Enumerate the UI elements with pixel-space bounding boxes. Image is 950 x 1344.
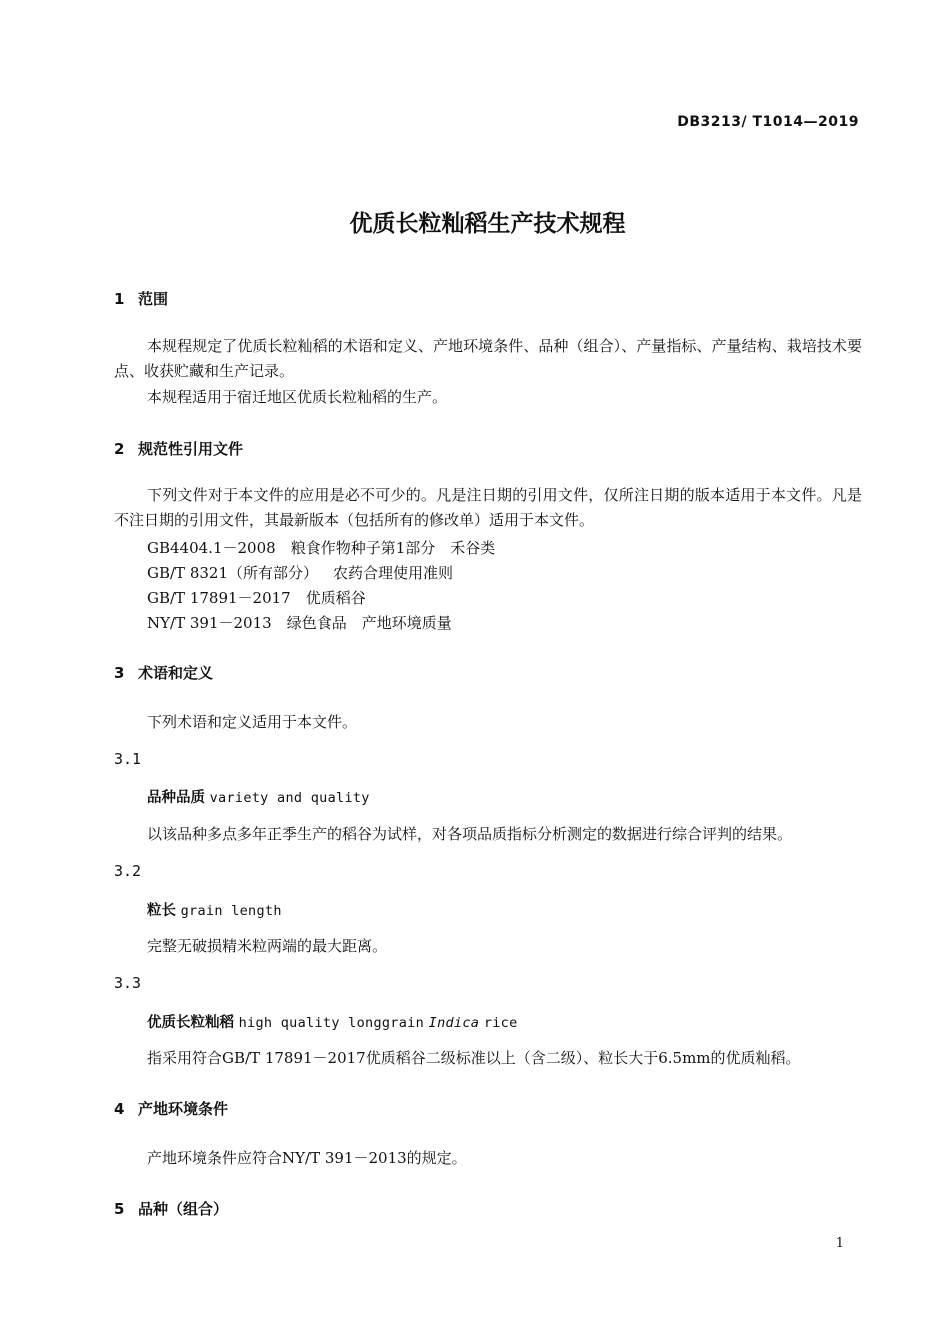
term-definition: 完整无破损精米粒两端的最大距离。 xyxy=(147,937,388,955)
reference-code: GB4404.1－2008 xyxy=(147,539,276,557)
term-definition: 指采用符合GB/T 17891－2017优质稻谷二级标准以上（含二级）、粒长大于6.5mm的优质籼稻。 xyxy=(147,1049,801,1067)
term-heading xyxy=(147,899,282,920)
term-heading xyxy=(147,1011,518,1032)
term-chinese: 优质长粒籼稻 xyxy=(147,1015,234,1031)
reference-name: 优质稻谷 xyxy=(305,589,366,607)
section-heading-1 xyxy=(114,288,168,309)
section-title: 产地环境条件 xyxy=(138,1100,229,1118)
reference-code: GB/T 17891－2017 xyxy=(147,589,291,607)
section-title: 术语和定义 xyxy=(138,664,214,682)
references-intro: 下列文件对于本文件的应用是必不可少的。凡是注日期的引用文件，仅所注日期的版本适用于本文件。凡是不注日期的引用文件，其最新版本（包括所有的修改单）适用于本文件。 xyxy=(114,486,862,529)
section-heading-3 xyxy=(114,662,213,683)
reference-name: 农药合理使用准则 xyxy=(333,564,454,582)
term-definition: 以该品种多点多年正季生产的稻谷为试样，对各项品质指标分析测定的数据进行综合评判的结果。 xyxy=(147,825,793,843)
environment-text: 产地环境条件应符合NY/T 391－2013的规定。 xyxy=(147,1149,467,1167)
section-number: 1 xyxy=(114,290,125,308)
section-number: 3 xyxy=(114,664,125,682)
section-heading-2 xyxy=(114,438,243,459)
reference-item xyxy=(147,562,453,583)
term-number: 3.3 xyxy=(114,974,142,992)
reference-item xyxy=(147,612,452,633)
term-english-italic: Indica xyxy=(428,1015,480,1031)
reference-name: 绿色食品 产地环境质量 xyxy=(286,614,452,632)
terms-intro: 下列术语和定义适用于本文件。 xyxy=(147,713,358,731)
term-english: grain length xyxy=(180,903,282,919)
scope-paragraph-1: 本规程规定了优质长粒籼稻的术语和定义、产地环境条件、品种（组合）、产量指标、产量结构、栽培技术要点、收获贮藏和生产记录。 xyxy=(114,337,862,380)
section-title: 品种（组合） xyxy=(138,1200,229,1218)
document-title: 优质长粒籼稻生产技术规程 xyxy=(349,211,626,237)
section-title: 范围 xyxy=(138,290,169,308)
section-number: 2 xyxy=(114,440,125,458)
document-code: DB3213/ T1014—2019 xyxy=(677,114,859,130)
term-heading xyxy=(147,786,370,807)
reference-item xyxy=(147,587,366,608)
reference-code: NY/T 391－2013 xyxy=(147,614,272,632)
section-number: 5 xyxy=(114,1200,125,1218)
section-heading-5 xyxy=(114,1198,228,1219)
section-heading-4 xyxy=(114,1098,228,1119)
reference-item xyxy=(147,537,495,558)
term-number: 3.1 xyxy=(114,750,142,768)
reference-name: 粮食作物种子第1部分 禾谷类 xyxy=(290,539,496,557)
term-chinese: 粒长 xyxy=(147,903,176,919)
section-title: 规范性引用文件 xyxy=(138,440,244,458)
reference-code: GB/T 8321（所有部分） xyxy=(147,564,319,582)
term-number: 3.2 xyxy=(114,862,142,880)
scope-paragraph-2: 本规程适用于宿迁地区优质长粒籼稻的生产。 xyxy=(147,388,448,406)
term-english: high quality longgrain xyxy=(238,1015,425,1031)
section-number: 4 xyxy=(114,1100,125,1118)
term-english: variety and quality xyxy=(209,790,370,806)
page-number: 1 xyxy=(835,1236,844,1251)
term-chinese: 品种品质 xyxy=(147,790,205,806)
term-english-tail: rice xyxy=(483,1015,518,1031)
